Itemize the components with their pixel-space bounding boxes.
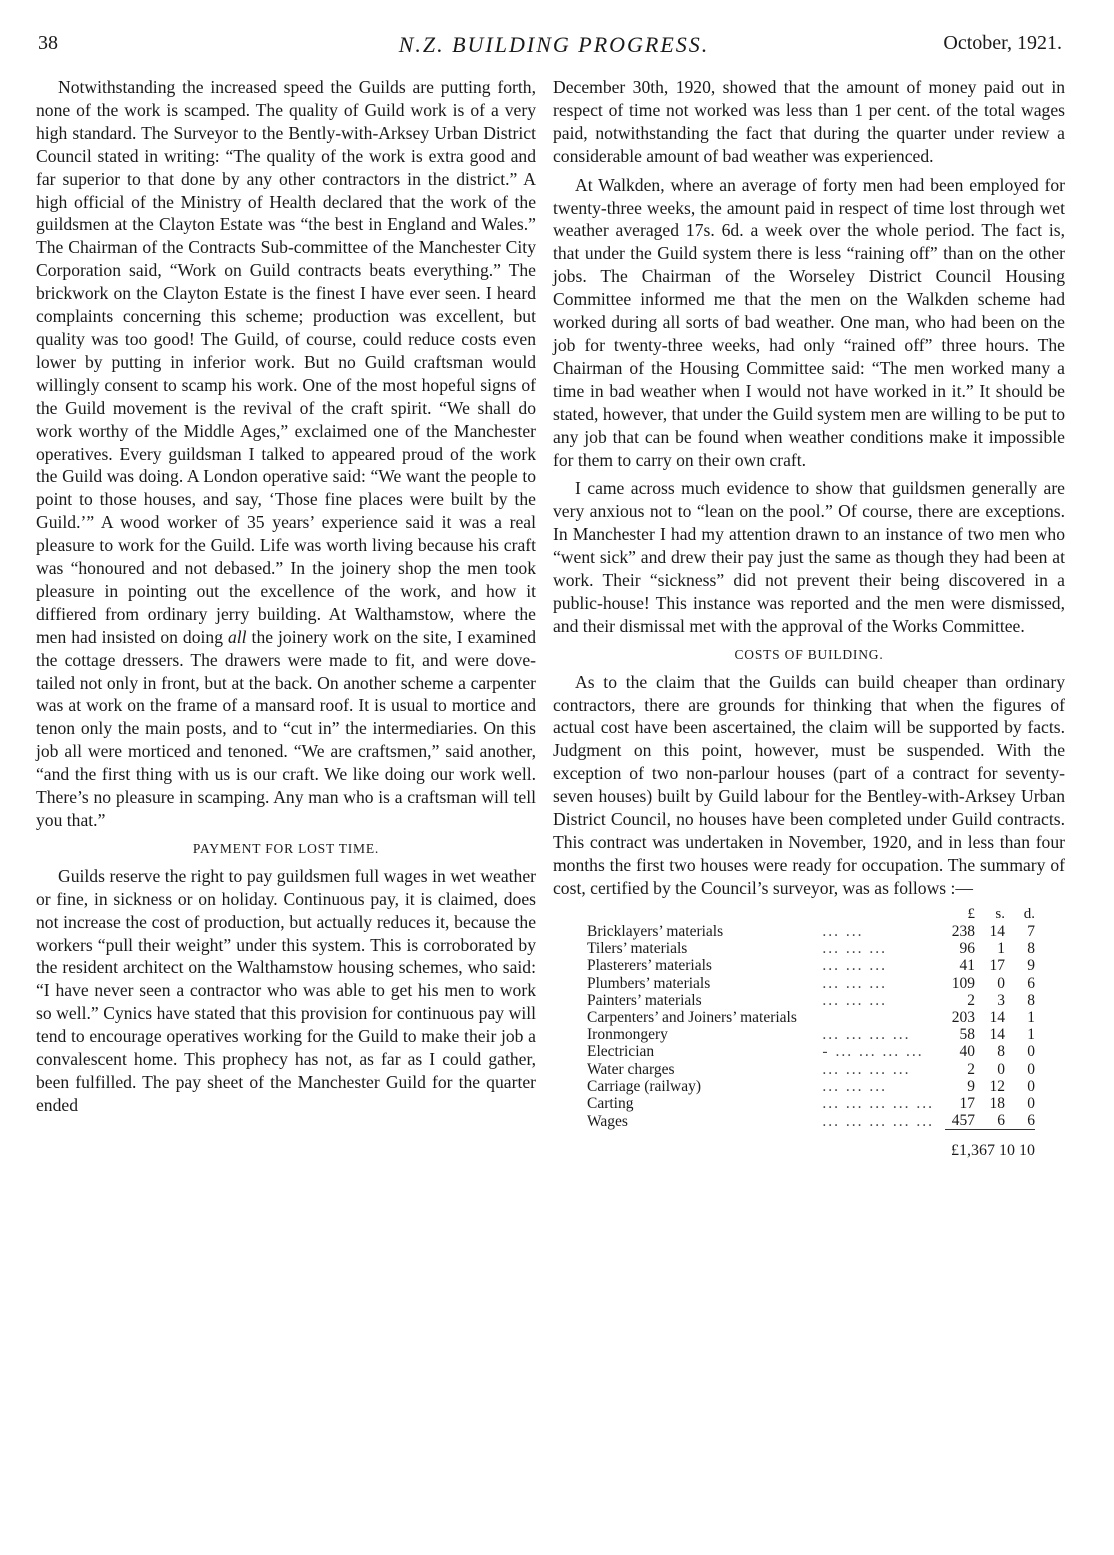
- cost-shillings: 18: [989, 1094, 1005, 1112]
- cost-shillings: 0: [997, 974, 1005, 992]
- cost-item-leader: ... ... ...: [822, 957, 888, 975]
- cost-item-label: Wages: [587, 1112, 628, 1130]
- cost-shillings: 14: [989, 1008, 1005, 1026]
- cost-item-label: Painters’ materials: [587, 991, 702, 1009]
- cost-item-leader: ... ...: [822, 922, 864, 940]
- cost-shillings: 12: [989, 1077, 1005, 1095]
- right-column: [553, 76, 1065, 1160]
- cost-shillings: 8: [997, 1043, 1005, 1061]
- cost-pence: 8: [1027, 940, 1035, 958]
- cost-total: £1,367 10 10: [951, 1142, 1035, 1160]
- cost-pence: 0: [1027, 1094, 1035, 1112]
- paragraph-text-tail: the joinery work on the site, I examined the cottage dressers. The drawers were made to fit, and were dove-tailed not only in front, but at the back. On another scheme a carpenter was at work on the frame of a mansard roof. It is usual to mortice and tenon only the main posts, and to “cut in” the intermediaries. On this job all were morticed and tenoned. “We are craftsmen,” said another, “and the first thing with us is our craft. We like doing our work well. There’s no pleasure in scamping. Any man who is a craftsman will tell you that.”: [36, 626, 537, 830]
- cost-item-label: Carting: [587, 1094, 634, 1112]
- cost-pounds: 41: [959, 957, 975, 975]
- cost-item-label: Electrician: [587, 1043, 655, 1061]
- paragraph-pay-sheet: December 30th, 1920, showed that the amount of money paid out in respect of time not worked was less than 1 per cent. of the total wages paid, notwithstanding the fact that during the quarter under review a considerable amount of bad weather was experienced.: [553, 77, 1065, 166]
- cost-pounds: 40: [959, 1043, 975, 1061]
- cost-summary-table: [587, 906, 1035, 1160]
- paragraph-craft-quality: [36, 76, 536, 832]
- section-heading-lost-time: PAYMENT FOR LOST TIME.: [192, 840, 380, 856]
- table-row: [587, 1112, 1035, 1130]
- cost-pounds: 2: [967, 1060, 975, 1078]
- paragraph-costs: As to the claim that the Guilds can build cheaper than ordinary contractors, there are grounds for thinking that when the figures of actual cost have been ascertained, the claim will be supported by facts. Judgment on this point, however, must be suspended. With the exception of two non-parlour houses (part of a contract for seventy-seven houses) built by Guild labour for the Bentley-with-Arksey Urban District Council, no houses have been completed under Guild contracts. This contract was undertaken in November, 1920, and in less than four months the first two houses were ready for occupation. The summary of cost, certified by the Council’s surveyor, was as follows :—: [553, 671, 1065, 898]
- cost-pounds: 96: [959, 940, 975, 958]
- cost-pounds: 17: [959, 1094, 975, 1112]
- cost-shillings: 6: [997, 1112, 1005, 1130]
- table-row: [587, 923, 1035, 940]
- cost-item-leader: [816, 1009, 945, 1026]
- table-row: [587, 1061, 1035, 1078]
- cost-pounds: 109: [951, 974, 975, 992]
- cost-item-label: Carriage (railway): [587, 1077, 702, 1095]
- cost-item-leader: ... ... ... ...: [822, 1026, 911, 1044]
- cost-item-leader: ... ... ... ... ...: [822, 1094, 935, 1112]
- cost-shillings: 1: [997, 940, 1005, 958]
- cost-shillings: 3: [997, 991, 1005, 1009]
- cost-item-leader: ... ... ...: [822, 940, 888, 958]
- cost-item-leader: ... ... ... ...: [822, 1060, 911, 1078]
- section-heading-costs: COSTS OF BUILDING.: [734, 646, 884, 662]
- table-row: [587, 975, 1035, 992]
- cost-item-leader: ... ... ...: [822, 974, 888, 992]
- cost-pence: 1: [1027, 1008, 1035, 1026]
- paragraph-walkden: At Walkden, where an average of forty men had been employed for twenty-three weeks, the amount paid in respect of time lost through wet weather averaged 17s. 6d. a week over the whole period. The fact is, that under the Guild system there is less “raining off” than on the other jobs. The Chairman of the Worseley District Council Housing Committee informed me that the men on the Walkden scheme had worked during all sorts of bad weather. One man, who had been on the job for twenty-three weeks, had only “rained off” three hours. The Chairman of the Housing Committee said: “The men worked many a time in bad weather when I would not have worked in it.” It should be stated, however, that under the Guild system men are willing to be put to any job that can be found when weather conditions make it impossible for them to carry on their own craft.: [553, 174, 1065, 470]
- cost-pence: 0: [1027, 1077, 1035, 1095]
- cost-pence: 6: [1027, 1112, 1035, 1130]
- page-header: [34, 30, 1074, 60]
- cost-item-leader: ... ... ... ... ...: [822, 1112, 935, 1130]
- cost-item-label: Water charges: [587, 1060, 675, 1078]
- cost-item-label: Bricklayers’ materials: [587, 922, 724, 940]
- table-row: [587, 940, 1035, 957]
- cost-pence: 6: [1027, 974, 1035, 992]
- table-row: [587, 992, 1035, 1009]
- table-row: [587, 1095, 1035, 1112]
- cost-pounds: 58: [959, 1026, 975, 1044]
- cost-pounds: 457: [951, 1112, 975, 1130]
- cost-item-label: Plasterers’ materials: [587, 957, 712, 975]
- cost-shillings: 14: [989, 1026, 1005, 1044]
- cost-shillings: 0: [997, 1060, 1005, 1078]
- cost-pence: 0: [1027, 1060, 1035, 1078]
- cost-item-leader: ... ... ...: [822, 991, 888, 1009]
- left-column: [36, 76, 536, 1123]
- cost-pounds: 238: [951, 922, 975, 940]
- table-row: [587, 1026, 1035, 1043]
- paragraph-text: Notwithstanding the increased speed the Guilds are putting forth, none of the work is scamped. The quality of Guild work is of a very high standard. The Surveyor to the Bently-with-Arksey Urban District Council stated in writing: “The quality of the work is extra good and far superior to that done by any other contractors in the district.” A high official of the Ministry of Health declared that the work of the guildsmen at the Clayton Estate was “the best in England and Wales.” The Chairman of the Contracts Sub-committee of the Manchester City Corporation said, “Work on Guild contracts beats everything.” The brickwork on the Clayton Estate is the finest I have ever seen. I heard complaints concerning this scheme; production was excellent, but quality was too good! The Guild, of course, could reduce costs even lower by putting in inferior work. But no Guild craftsman would willingly consent to scamp his work. One of the most hopeful signs of the Guild movement is the revival of the craft spirit. “We shall do work worthy of the Middle Ages,” exclaimed one of the Manchester operatives. Every guildsman I talked to appeared proud of the work the Guild was doing. A London operative said: “We want the people to point to those houses, and say, ‘Those fine places were built by the Guild.’” A wood worker of 35 years’ experience said it was a real pleasure to work for the Guild. Life was worth living because his craft was “honoured and not debased.” In the joinery shop the men took pleasure in pointing out the excellence of the work, and how it diffiered from ordinary jerry building. At Walthamstow, where the men had insisted on doing: [36, 77, 536, 647]
- cost-shillings: 17: [989, 957, 1005, 975]
- cost-item-leader: ... ... ...: [822, 1077, 888, 1095]
- table-row: [587, 1009, 1035, 1026]
- cost-pence: 8: [1027, 991, 1035, 1009]
- cost-pence: 7: [1027, 922, 1035, 940]
- cost-pence: 9: [1027, 957, 1035, 975]
- cost-item-label: Ironmongery: [587, 1026, 668, 1044]
- issue-date: October, 1921.: [943, 32, 1062, 54]
- cost-shillings: 14: [989, 922, 1005, 940]
- cost-item-label: Carpenters’ and Joiners’ materials: [587, 1008, 797, 1026]
- table-row: [587, 957, 1035, 974]
- paragraph-lean-on-pool: I came across much evidence to show that guildsmen generally are very anxious not to “lean on the pool.” Of course, there are exceptions. In Manchester I had my attention drawn to an instance of two men who “went sick” and drew their pay just the same as though they had been at work. Their “sickness” did not prevent their being discovered in a public-house! This instance was reported and the men were dismissed, and their dismissal met with the approval of the Works Committee.: [553, 478, 1065, 636]
- cost-item-label: Plumbers’ materials: [587, 974, 711, 992]
- header-pence: d.: [1023, 905, 1035, 922]
- cost-item-leader: - ... ... ... ...: [822, 1043, 924, 1061]
- table-row: [587, 1078, 1035, 1095]
- publication-title: N.Z. BUILDING PROGRESS.: [398, 32, 710, 57]
- header-pounds: £: [967, 905, 975, 922]
- cost-pounds: 203: [951, 1008, 975, 1026]
- page-number: 38: [38, 32, 58, 54]
- cost-item-label: Tilers’ materials: [587, 940, 688, 958]
- paragraph-lost-time: Guilds reserve the right to pay guildsmen full wages in wet weather or fine, in sickness or on holiday. Continuous pay, it is claimed, does not increase the cost of production, but actually reduces it, because the workers “pull their weight” under this system. This is corroborated by the resident architect on the Walthamstow housing schemes, who said: “I have never seen a contractor who was able to get his men to work so well.” Cynics have stated that this provision for continuous pay will tend to encourage operatives working for the Guild to make their job a convalescent home. This prophecy has not, as far as I could gather, been fulfilled. The pay sheet of the Manchester Guild for the quarter ended: [36, 865, 536, 1115]
- table-total-row: [587, 1130, 1035, 1159]
- cost-pounds: 2: [967, 991, 975, 1009]
- cost-pence: 0: [1027, 1043, 1035, 1061]
- table-row: [587, 1043, 1035, 1060]
- table-header-row: [587, 906, 1035, 923]
- cost-pence: 1: [1027, 1026, 1035, 1044]
- header-shillings: s.: [995, 905, 1005, 922]
- emphasis-all: all: [228, 626, 247, 647]
- cost-pounds: 9: [967, 1077, 975, 1095]
